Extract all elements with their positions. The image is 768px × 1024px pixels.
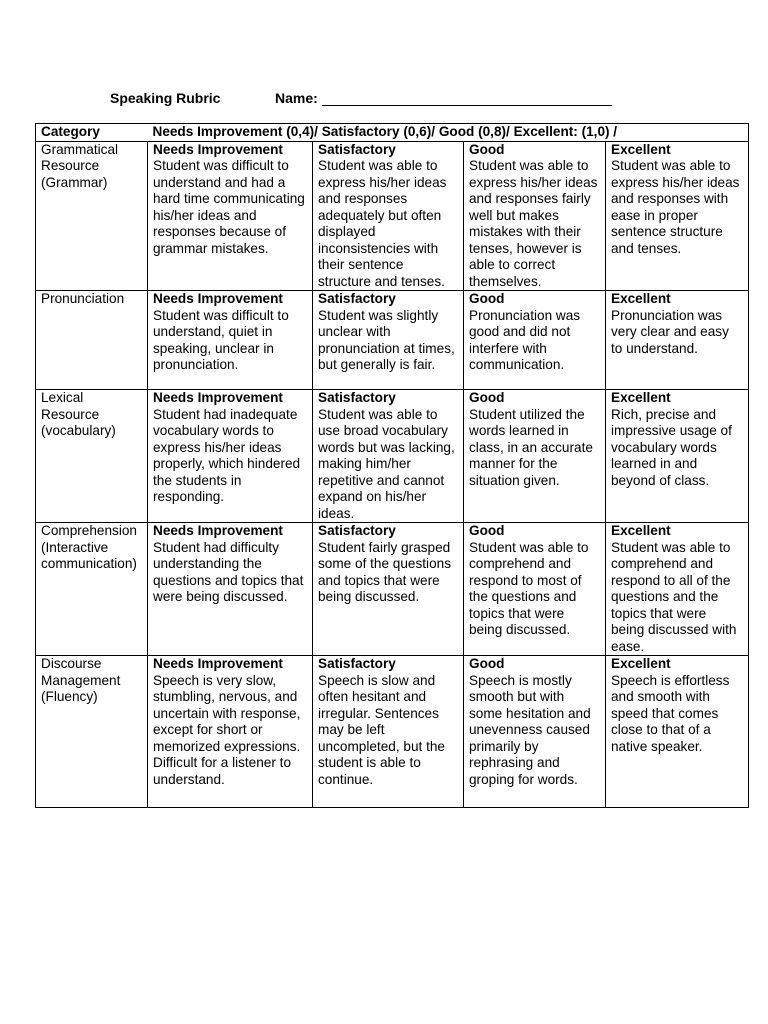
- rubric-table: [35, 123, 749, 808]
- excellent-cell: [606, 656, 749, 808]
- page-header: [0, 90, 768, 110]
- document-title: Speaking Rubric: [110, 90, 221, 106]
- level-description: Speech is slow and often hesitant and irregular. Sentences may be left uncompleted, but the student is able to continue.: [318, 672, 445, 787]
- category-header: Category: [36, 124, 148, 142]
- level-description: Student had difficulty understanding the questions and topics that were being discussed.: [153, 539, 304, 604]
- excellent-cell: [606, 523, 749, 656]
- table-header-row: [36, 124, 749, 142]
- level-description: Student was able to use broad vocabulary words but was lacking, making him/her repetitive and cannot expand on his/her ideas.: [318, 406, 455, 521]
- level-title: Good: [469, 656, 505, 671]
- table-row: [36, 656, 749, 808]
- level-description: Student utilized the words learned in class, in an accurate manner for the situation given.: [469, 406, 593, 488]
- level-title: Needs Improvement: [153, 390, 283, 405]
- satisfactory-cell: [313, 390, 464, 523]
- table-row: [36, 390, 749, 523]
- category-label: Discourse Management (Fluency): [41, 656, 121, 704]
- level-title: Satisfactory: [318, 390, 396, 405]
- table-row: [36, 291, 749, 390]
- good-cell: [464, 523, 606, 656]
- level-description: Speech is very slow, stumbling, nervous, and uncertain with response, except for short or memorized expressions. Difficult for a listener to understand.: [153, 672, 301, 787]
- needs-improvement-cell: [148, 291, 313, 390]
- level-title: Excellent: [611, 656, 671, 671]
- satisfactory-cell: [313, 523, 464, 656]
- level-description: Pronunciation was good and did not interfere with communication.: [469, 307, 581, 372]
- level-description: Rich, precise and impressive usage of vocabulary words learned in and beyond of class.: [611, 406, 732, 488]
- level-description: Speech is effortless and smooth with speed that comes close to that of a native speaker.: [611, 672, 730, 754]
- level-title: Needs Improvement: [153, 141, 283, 157]
- satisfactory-cell: [313, 291, 464, 390]
- level-title: Excellent: [611, 141, 671, 157]
- satisfactory-cell: [313, 656, 464, 808]
- level-title: Good: [469, 390, 505, 405]
- level-description: Student was able to express his/her ideas and responses with ease in proper sentence structure and tenses.: [611, 158, 740, 256]
- category-cell: [36, 523, 148, 656]
- good-cell: [464, 141, 606, 291]
- category-label: Grammatical Resource (Grammar): [41, 141, 119, 190]
- level-description: Student fairly grasped some of the questions and topics that were being discussed.: [318, 539, 451, 604]
- levels-header: Needs Improvement (0,4)/ Satisfactory (0,6)/ Good (0,8)/ Excellent: (1,0) /: [148, 124, 749, 142]
- category-cell: [36, 141, 148, 291]
- excellent-cell: [606, 141, 749, 291]
- level-title: Satisfactory: [318, 523, 396, 538]
- level-title: Excellent: [611, 390, 671, 405]
- level-title: Satisfactory: [318, 656, 396, 671]
- excellent-cell: [606, 291, 749, 390]
- level-description: Student had inadequate vocabulary words to express his/her ideas properly, which hindered the students in responding.: [153, 406, 301, 504]
- level-title: Good: [469, 141, 505, 157]
- category-label: Lexical Resource (vocabulary): [41, 390, 116, 438]
- level-description: Pronunciation was very clear and easy to understand.: [611, 307, 729, 356]
- excellent-cell: [606, 390, 749, 523]
- level-description: Student was able to comprehend and respond to all of the questions and the topics that were being discussed with ease.: [611, 539, 737, 654]
- level-title: Satisfactory: [318, 141, 396, 157]
- category-label: Comprehension (Interactive communication): [41, 523, 137, 571]
- level-description: Student was able to comprehend and respond to most of the questions and topics that were being discussed.: [469, 539, 589, 637]
- good-cell: [464, 390, 606, 523]
- level-description: Student was slightly unclear with pronunciation at times, but generally is fair.: [318, 307, 455, 372]
- level-title: Needs Improvement: [153, 291, 283, 306]
- good-cell: [464, 291, 606, 390]
- table-row: [36, 523, 749, 656]
- level-title: Good: [469, 291, 505, 306]
- level-title: Good: [469, 523, 505, 538]
- level-title: Needs Improvement: [153, 523, 283, 538]
- satisfactory-cell: [313, 141, 464, 291]
- good-cell: [464, 656, 606, 808]
- level-title: Satisfactory: [318, 291, 396, 306]
- level-title: Needs Improvement: [153, 656, 283, 671]
- needs-improvement-cell: [148, 390, 313, 523]
- table-row: [36, 141, 749, 291]
- level-description: Student was difficult to understand, quiet in speaking, unclear in pronunciation.: [153, 307, 289, 372]
- level-description: Speech is mostly smooth but with some hesitation and unevenness caused primarily by rephrasing and groping for words.: [469, 672, 591, 787]
- category-cell: [36, 390, 148, 523]
- name-label: Name:: [275, 90, 318, 106]
- category-cell: [36, 291, 148, 390]
- category-label: Pronunciation: [41, 291, 125, 306]
- level-title: Excellent: [611, 291, 671, 306]
- needs-improvement-cell: [148, 656, 313, 808]
- level-description: Student was able to express his/her ideas and responses adequately but often displayed inconsistencies with their sentence structure and tenses.: [318, 158, 447, 289]
- level-description: Student was difficult to understand and had a hard time communicating his/her ideas and responses because of grammar mistakes.: [153, 158, 305, 256]
- category-cell: [36, 656, 148, 808]
- level-title: Excellent: [611, 523, 671, 538]
- name-underline: [322, 105, 612, 106]
- needs-improvement-cell: [148, 523, 313, 656]
- needs-improvement-cell: [148, 141, 313, 291]
- level-description: Student was able to express his/her ideas and responses fairly well but makes mistakes with their tenses, however is able to correct themselves.: [469, 158, 598, 289]
